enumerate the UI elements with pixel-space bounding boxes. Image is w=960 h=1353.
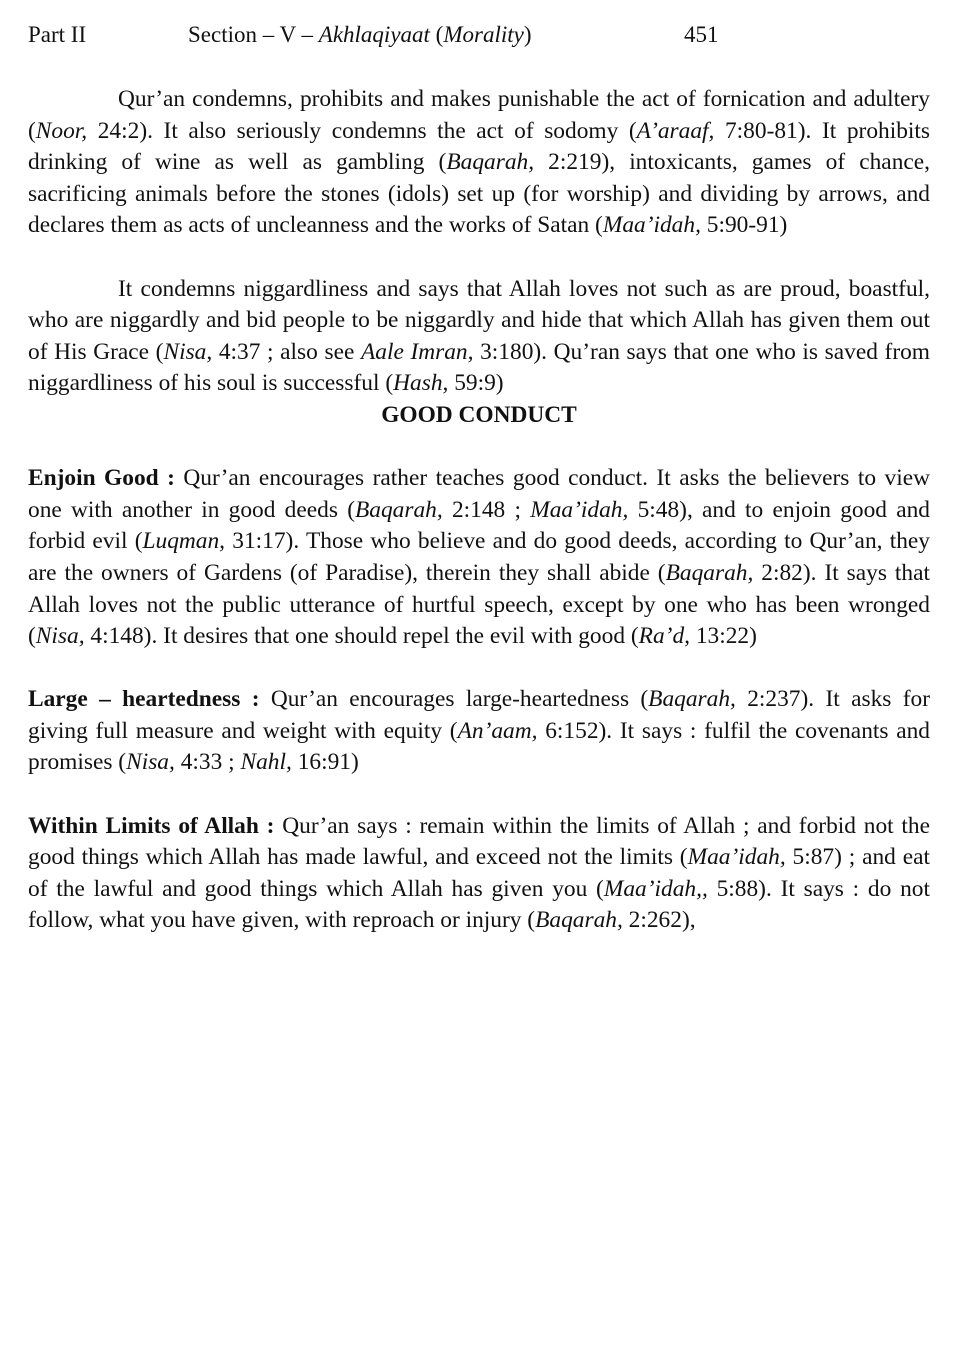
text: 2:237). It asks for giving full measure and weight with equity ( bbox=[28, 686, 930, 744]
header-section-italic: Akhlaqiyaat bbox=[318, 22, 430, 47]
surah-reference: Maa’idah, bbox=[530, 496, 629, 523]
surah-reference: An’aam, bbox=[457, 717, 538, 744]
text: 31:17). Those who believe and do good deeds, according to Qur’an, they are the owners of Gardens (of Paradise), therein they shall abide ( bbox=[28, 528, 930, 586]
text: 2:148 ; bbox=[442, 496, 531, 523]
header-section-close: ) bbox=[523, 22, 532, 47]
header-section-title bbox=[188, 22, 532, 48]
text: Qur’an encourages rather teaches good conduct. It asks the believers to view one with another in good deeds ( bbox=[28, 465, 930, 523]
text: 59:9) bbox=[448, 370, 504, 397]
text: 5:48), and to enjoin good and forbid evil ( bbox=[28, 496, 930, 555]
paragraph-lead: Large – heartedness : bbox=[28, 686, 260, 713]
paragraph-enjoin-good bbox=[28, 463, 930, 653]
surah-reference: Baqarah, bbox=[535, 907, 623, 934]
surah-reference: Aale Imran, bbox=[360, 338, 474, 365]
text: 2:219), intoxicants, games of chance, sacrificing animals before the stones (idols) set up (for worship) and dividing by arrows, and declares them as acts of uncleanness and the works of Satan ( bbox=[28, 149, 930, 239]
text: It condemns niggardliness and says that Allah loves not such as are proud, boastful, who are niggardly and bid people to be niggardly and hide that which Allah has given them out of His Grace ( bbox=[28, 275, 930, 365]
text: 6:152). It says : fulfil the covenants and promises ( bbox=[28, 717, 930, 776]
text: 13:22) bbox=[690, 623, 757, 650]
surah-reference: Baqarah, bbox=[648, 686, 736, 713]
surah-reference: Hash, bbox=[393, 370, 449, 397]
surah-reference: Nisa, bbox=[126, 749, 175, 776]
surah-reference: Luqman, bbox=[142, 528, 226, 555]
text: 2:82). It says that Allah loves not the public utterance of hurtful speech, except by one who has been wronged ( bbox=[28, 559, 930, 650]
surah-reference: Maa’idah, bbox=[687, 844, 786, 871]
text: 7:80-81). It prohibits drinking of wine as well as gambling ( bbox=[28, 117, 931, 176]
paragraph-niggardliness bbox=[28, 274, 930, 400]
paragraph-lead: Within Limits of Allah : bbox=[28, 812, 275, 839]
header-section-open: ( bbox=[429, 22, 444, 47]
running-header bbox=[28, 22, 930, 54]
surah-reference: Nisa, bbox=[35, 623, 85, 650]
text: 24:2). It also seriously condemns the act of sodomy ( bbox=[87, 117, 637, 144]
text: 4:33 ; bbox=[174, 749, 241, 776]
text: 4:148). It desires that one should repel the evil with good ( bbox=[84, 623, 639, 650]
paragraph-large-heartedness bbox=[28, 684, 930, 779]
text: Qur’an encourages large-heartedness ( bbox=[259, 686, 649, 713]
header-section-paren: Morality bbox=[443, 22, 524, 47]
text: 16:91) bbox=[291, 749, 359, 776]
surah-reference: Baqarah, bbox=[354, 496, 443, 523]
surah-reference: Maa’idah, bbox=[602, 212, 701, 239]
text: 5:90-91) bbox=[700, 212, 788, 239]
text: 3:180). Qu’ran says that one who is saved from niggardliness of his soul is successful ( bbox=[28, 338, 930, 397]
text: 2:262), bbox=[622, 907, 696, 934]
surah-reference: Ra’d, bbox=[638, 623, 690, 650]
paragraph-fornication bbox=[28, 84, 930, 242]
text: Qur’an condemns, prohibits and makes punishable the act of fornication and adultery ( bbox=[28, 86, 930, 144]
page-number: 451 bbox=[684, 22, 719, 47]
text: 5:88). It says : do not follow, what you have given, with reproach or injury ( bbox=[28, 875, 930, 934]
surah-reference: Noor, bbox=[35, 117, 88, 144]
section-heading: GOOD CONDUCT bbox=[381, 401, 577, 428]
header-section-prefix: Section – V – bbox=[188, 22, 319, 47]
surah-reference: Baqarah, bbox=[446, 149, 535, 176]
text: 4:37 ; also see bbox=[212, 338, 361, 365]
paragraph-within-limits bbox=[28, 811, 930, 937]
header-part: Part II bbox=[28, 22, 87, 47]
page-body bbox=[28, 84, 930, 937]
surah-reference: A’araaf, bbox=[636, 117, 715, 144]
paragraph-lead: Enjoin Good : bbox=[28, 465, 175, 492]
surah-reference: Nahl, bbox=[240, 749, 292, 776]
surah-reference: Baqarah, bbox=[665, 559, 754, 586]
surah-reference: Maa’idah,, bbox=[603, 875, 708, 902]
text: Qur’an says : remain within the limits of Allah ; and forbid not the good things which Allah has made lawful, and exceed not the limits ( bbox=[28, 812, 930, 871]
text: 5:87) ; and eat of the lawful and good things which Allah has given you ( bbox=[28, 844, 930, 902]
surah-reference: Nisa, bbox=[163, 338, 213, 365]
